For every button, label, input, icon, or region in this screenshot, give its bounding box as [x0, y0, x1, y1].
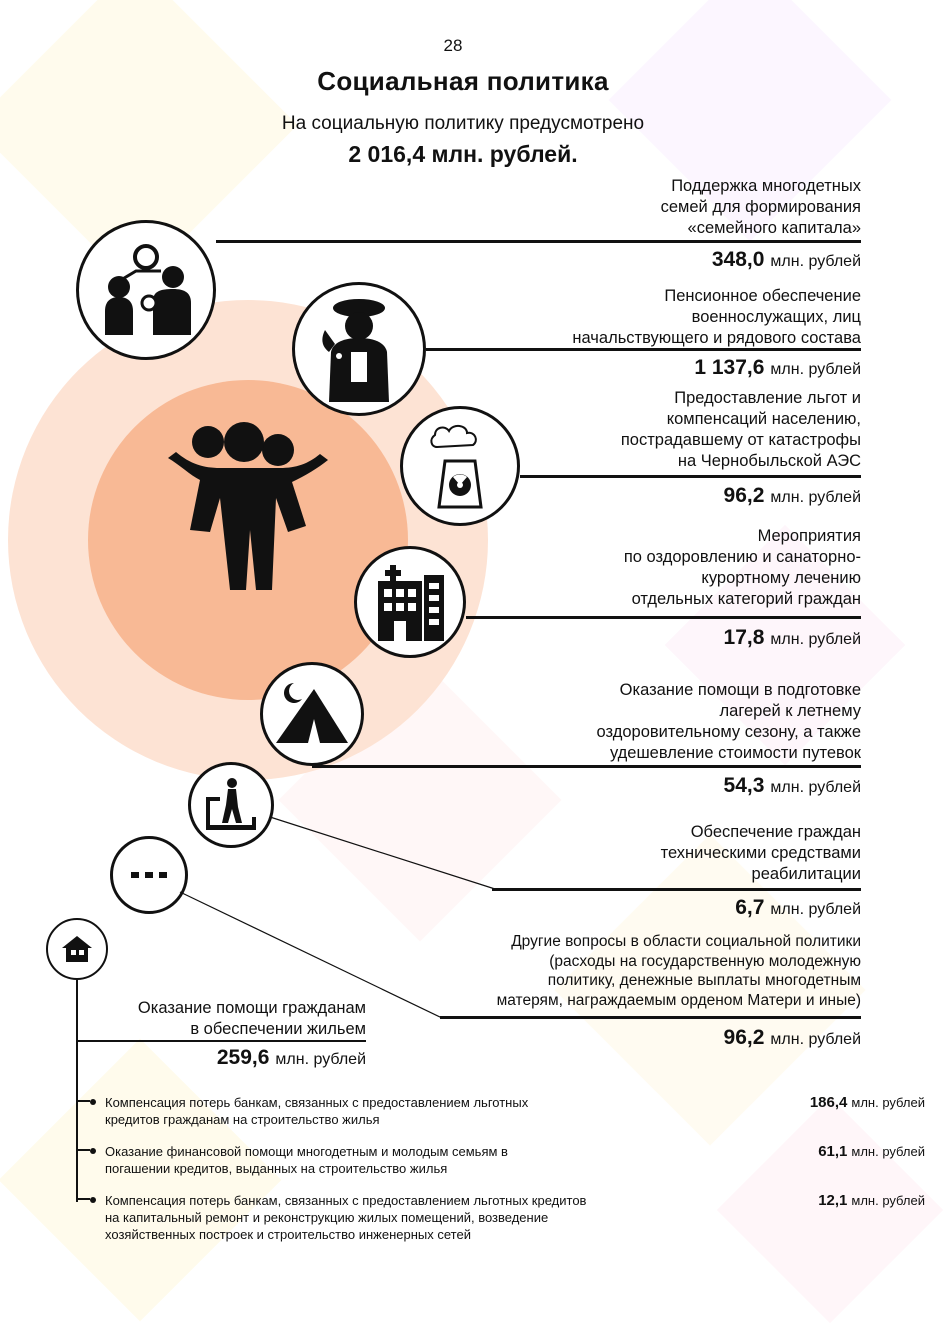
- sub-connector-3: [76, 1198, 90, 1200]
- military-icon-circle: [292, 282, 426, 416]
- item-4-label: Мероприятия по оздоровлению и санаторно- курортному лечению отдельных категорий граждан: [623, 527, 861, 608]
- hospital-icon-circle: [354, 546, 466, 658]
- item-1-label: Поддержка многодетных семей для формирования «семейного капитала»: [660, 177, 861, 237]
- item-6-label: Обеспечение граждан техническими средствами реабилитации: [660, 823, 861, 883]
- house-icon: [60, 934, 94, 964]
- item-1-line: [216, 240, 861, 243]
- ellipsis-icon: [129, 870, 169, 880]
- page-number: 28: [443, 36, 463, 55]
- sub-item-text: Оказание финансовой помощи многодетным и молодым семьям в погашении кредитов, выданных на строительство жилья: [105, 1144, 508, 1176]
- item-5-amount: 54,3 млн. рублей: [723, 774, 861, 797]
- housing-sub-item: [90, 1094, 925, 1134]
- sub-item-amount: 61,1 млн. рублей: [818, 1143, 925, 1160]
- item-5-label: Оказание помощи в подготовке лагерей к летнему оздоровительному сезону, а также удешевление стоимости путевок: [596, 681, 861, 762]
- housing-sub-item: [90, 1192, 925, 1250]
- military-officer-icon: [309, 294, 409, 404]
- tent-icon-circle: [260, 662, 364, 766]
- nuclear-plant-icon: [417, 421, 503, 511]
- housing-label: Оказание помощи гражданам в обеспечении жильем: [137, 999, 366, 1038]
- item-3-line: [520, 475, 861, 478]
- page-title: Социальная политика: [317, 66, 609, 96]
- treadmill-icon-circle: [188, 762, 274, 848]
- housing-amount: 259,6 млн. рублей: [216, 1046, 366, 1069]
- sub-item-text: Компенсация потерь банкам, связанных с предоставлением льготных кредитов гражданам на строительство жилья: [105, 1095, 529, 1127]
- bullet: [90, 1148, 96, 1154]
- nuclear-icon-circle: [400, 406, 520, 526]
- page-subtitle: На социальную политику предусмотрено: [281, 113, 645, 134]
- item-2-label: Пенсионное обеспечение военнослужащих, лиц начальствующего и рядового состава: [572, 287, 861, 347]
- family-icon: [91, 235, 201, 345]
- treadmill-icon: [202, 777, 260, 833]
- family-icon-circle: [76, 220, 216, 360]
- people-group-icon: [160, 420, 340, 595]
- item-7-line: [440, 1016, 861, 1019]
- item-7-label: Другие вопросы в области социальной политики (расходы на государственную молодежную политику, денежные выплаты многодетным матерям, награждаемым орденом Матери и иные): [496, 933, 861, 1009]
- housing-sub-item: [90, 1143, 925, 1183]
- item-1-amount: 348,0 млн. рублей: [711, 248, 861, 271]
- tent-icon: [272, 679, 352, 749]
- item-4-amount: 17,8 млн. рублей: [723, 626, 861, 649]
- item-6-connector: [270, 815, 500, 893]
- sub-item-amount: 186,4 млн. рублей: [809, 1094, 925, 1111]
- item-3-amount: 96,2 млн. рублей: [723, 484, 861, 507]
- item-5-line: [312, 765, 861, 768]
- sub-connector-2: [76, 1149, 90, 1151]
- item-6-amount: 6,7 млн. рублей: [735, 896, 861, 919]
- item-7-amount: 96,2 млн. рублей: [723, 1026, 861, 1049]
- sub-item-amount: 12,1 млн. рублей: [818, 1192, 925, 1209]
- item-4-line: [466, 616, 861, 619]
- item-3-label: Предоставление льгот и компенсаций населению, пострадавшему от катастрофы на Чернобыльской АЭС: [620, 389, 861, 470]
- total-amount: 2 016,4 млн. рублей.: [348, 141, 578, 167]
- housing-line: [76, 1040, 366, 1042]
- hospital-icon: [370, 561, 450, 643]
- sub-item-text: Компенсация потерь банкам, связанных с предоставлением льготных кредитов на капитальный ремонт и реконструкцию жилых помещений, возведение хозяйственных построек и строительство инженерных сетей: [105, 1193, 587, 1242]
- sub-connector-1: [76, 1100, 90, 1102]
- item-6-line: [492, 888, 861, 891]
- bullet: [90, 1197, 96, 1203]
- item-2-amount: 1 137,6 млн. рублей: [694, 356, 861, 379]
- house-icon-circle: [46, 918, 108, 980]
- housing-spine: [76, 980, 78, 1202]
- ellipsis-icon-circle: [110, 836, 188, 914]
- bullet: [90, 1099, 96, 1105]
